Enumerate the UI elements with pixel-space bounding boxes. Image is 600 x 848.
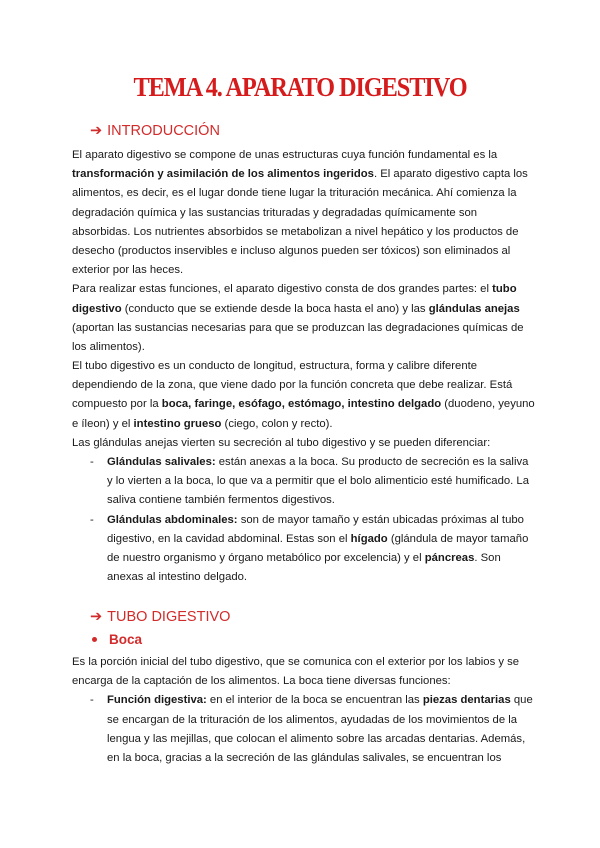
- text-line: transformación y asimilación de los alimentos ingeridos. El aparato digestivo capta los: [72, 168, 528, 181]
- text-line: alimentos, es decir, es el lugar donde tiene lugar la trituración mecánica. Ahí comienza la: [72, 187, 517, 200]
- text-line: de nuestro organismo y órgano metabólico por excelencia) y el páncreas. Son: [107, 551, 501, 564]
- text-line: dependiendo de la zona, que viene dado por la función concreta que debe realizar. Está: [72, 379, 513, 392]
- dash-bullet: -: [90, 694, 94, 707]
- text-line: degradación química y las sustancias trituradas y degradadas químicamente son: [72, 206, 478, 219]
- text-line: Para realizar estas funciones, el aparato digestivo consta de dos grandes partes: el tubo: [72, 283, 517, 296]
- text-line: Es la porción inicial del tubo digestivo, que se comunica con el exterior por los labios y se: [72, 656, 520, 668]
- page-title: TEMA 4. APARATO DIGESTIVO: [133, 72, 467, 102]
- text-line: e íleon) y el intestino grueso (ciego, colon y recto).: [72, 417, 333, 430]
- text-line: los alimentos).: [72, 340, 145, 353]
- boca-body: [72, 653, 532, 768]
- list-item: - Glándulas salivales: están anexas a la boca. Su producto de secreción es la saliva: [72, 453, 532, 472]
- section-heading-introduccion: ➔ INTRODUCCIÓN: [90, 123, 220, 139]
- dash-bullet: -: [90, 513, 94, 526]
- arrow-icon: ➔: [90, 609, 103, 625]
- bullet-icon: [92, 637, 97, 642]
- list-item: - Función digestiva: en el interior de la boca se encuentran las piezas dentarias que: [72, 691, 532, 710]
- text-line: digestivo, en la cavidad abdominal. Estas son el hígado (glándula de mayor tamaño: [107, 532, 529, 545]
- text-line: compuesto por la boca, faringe, esófago, estómago, intestino delgado (duodeno, yeyuno: [72, 398, 535, 411]
- text-line: absorbidas. Los nutrientes absorbidos se metabolizan a nivel hepático y los productos de: [72, 225, 519, 238]
- text-line: El tubo digestivo es un conducto de longitud, estructura, forma y calibre diferente: [72, 360, 478, 373]
- intro-body: [72, 146, 535, 587]
- list-item: - Glándulas abdominales: son de mayor tamaño y están ubicadas próximas al tubo: [72, 511, 532, 530]
- text-line: saliva contiene también fermentos digestivos.: [107, 494, 335, 507]
- text-line: Las glándulas anejas vierten su secreción al tubo digestivo y se pueden diferenciar:: [72, 436, 491, 449]
- section-heading-tubo-digestivo: ➔ TUBO DIGESTIVO: [90, 609, 231, 625]
- text-line: y lo vierten a la boca, lo que va a permitir que el bolo alimenticio esté humificado. La: [107, 475, 529, 488]
- dash-bullet: -: [90, 456, 94, 468]
- text-line: exterior por las heces.: [72, 264, 184, 277]
- text-line: (aportan las sustancias necesarias para que se produzcan las degradaciones químicas de: [72, 321, 524, 334]
- text-line: anexas al intestino delgado.: [107, 571, 248, 584]
- text-line: en la boca, gracias a la secreción de las glándulas salivales, se encuentran los: [107, 751, 502, 764]
- text-line: se encargan de la trituración de los alimentos, ayudadas de los movimientos de la: [107, 713, 518, 726]
- text-line: desecho (productos inservibles e incluso algunos pueden ser tóxicos) son eliminados al: [72, 244, 511, 257]
- text-line: encarga de la captación de los alimentos. La boca tiene diversas funciones:: [72, 675, 451, 688]
- text-line: lengua y las mejillas, que colocan el alimento sobre las arcadas dentarias. Además,: [107, 732, 526, 745]
- subsection-heading-boca: Boca: [92, 632, 142, 647]
- text-line: digestivo (conducto que se extiende desde la boca hasta el ano) y las glándulas anejas: [72, 302, 520, 315]
- arrow-icon: ➔: [90, 123, 103, 139]
- text-line: El aparato digestivo se compone de unas estructuras cuya función fundamental es la: [72, 149, 498, 161]
